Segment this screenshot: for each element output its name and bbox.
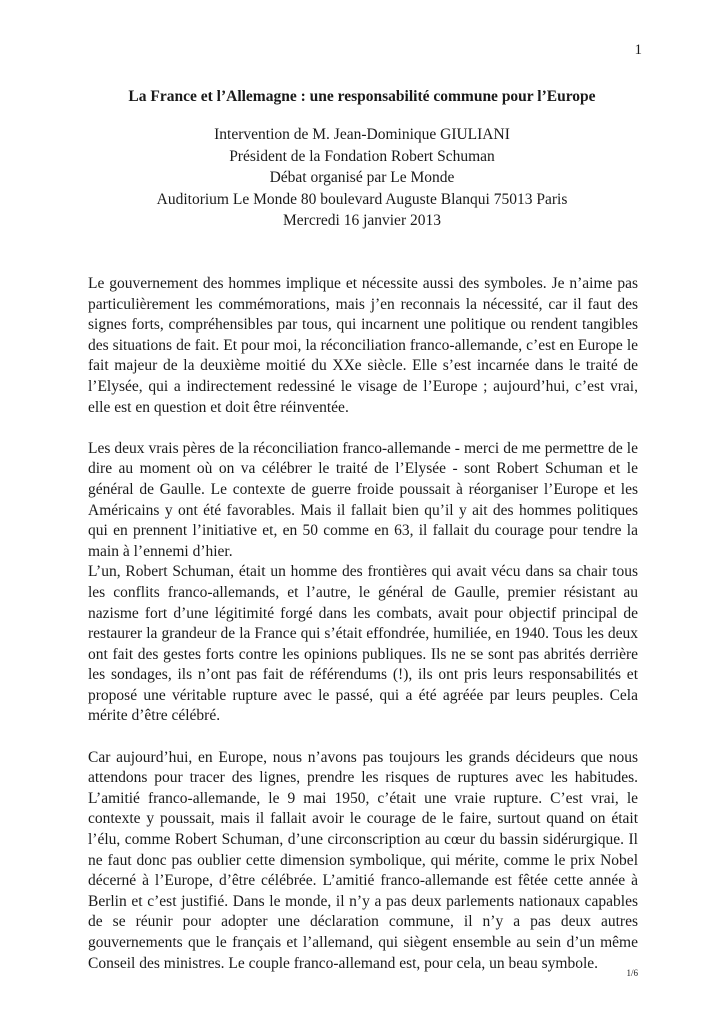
speaker-line: Intervention de M. Jean-Dominique GIULIANI	[214, 126, 510, 143]
speech-header	[0, 124, 724, 232]
paragraph: Car aujourd’hui, en Europe, nous n’avons pas toujours les grands décideurs que nous attendons pour tracer des lignes, prendre les risques de ruptures avec les habitudes. L’amitié franco-allemande, le 9 mai 1950, c’était une vraie rupture. C’est vrai, le contexte y poussait, mais il fallait avoir le courage de le faire, surtout quand on était l’élu, comme Robert Schuman, d’une circonscription au cœur du bassin sidérurgique. Il ne faut donc pas oublier cette dimension symbolique, qui mérite, comme le prix Nobel décerné à l’Europe, d’être célébrée. L’amitié franco-allemande est fêtée cette année à Berlin et c’est justifié. Dans le monde, il n’y a pas deux parlements nationaux capables de se réunir pour adopter une déclaration commune, il n’y a pas deux autres gouvernements que le français et l’allemand, qui siègent ensemble au sein d’un même Conseil des ministres. Le couple franco-allemand est, pour cela, un beau symbole.	[88, 748, 638, 972]
speaker-role-line: Président de la Fondation Robert Schuman	[229, 147, 495, 165]
paragraph: Le gouvernement des hommes implique et nécessite aussi des symboles. Je n’aime pas particulièrement les commémorations, mais j’en reconnais la nécessité, car il faut des signes forts, compréhensibles par tous, qui incarnent une politique ou rendent tangibles des situations de fait. Et pour moi, la réconciliation franco-allemande, c’est en Europe le fait majeur de la deuxième moitié du XXe siècle. Elle s’est incarnée dans le traité de l’Elysée, qui a indirectement redessiné le visage de l’Europe ; aujourd’hui, c’est vrai, elle est en question et doit être réinventée.	[88, 275, 638, 416]
venue-line: Auditorium Le Monde 80 boulevard Auguste Blanqui 75013 Paris	[156, 190, 568, 208]
date-line: Mercredi 16 janvier 2013	[283, 212, 441, 229]
document-title: La France et l’Allemagne : une responsabilité commune pour l’Europe	[128, 88, 596, 105]
paragraph: Les deux vrais pères de la réconciliation franco-allemande - merci de me permettre de le dire au moment où on va célébrer le traité de l’Elysée - sont Robert Schuman et le général de Gaulle. Le contexte de guerre froide poussait à réorganiser l’Europe et les Américains y ont été favorables. Mais il fallait bien qu’il y ait des hommes politiques qui en prennent l’initiative et, en 50 comme en 63, il fallait du courage pour tendre la main à l’ennemi d’hier.	[88, 439, 638, 560]
paragraph: L’un, Robert Schuman, était un homme des frontières qui avait vécu dans sa chair tous les conflits franco-allemands, et l’autre, le général de Gaulle, premier résistant au nazisme fort d’une légitimité forgé dans les combats, avait pour objectif principal de restaurer la grandeur de la France qui s’était effondrée, humiliée, en 1940. Tous les deux ont fait des gestes forts contre les opinions publiques. Ils ne se sont pas abrités derrière les sondages, ils n’ont pas fait de référendums (!), ils ont pris leurs responsabilités et proposé une véritable rupture avec le passé, qui a été agréée par leurs peuples. Cela mérite d’être célébré.	[88, 563, 638, 725]
footer-page-count: 1/6	[626, 968, 638, 978]
organizer-line: Débat organisé par Le Monde	[269, 169, 455, 186]
document-body	[88, 274, 638, 974]
page-number: 1	[634, 42, 642, 58]
